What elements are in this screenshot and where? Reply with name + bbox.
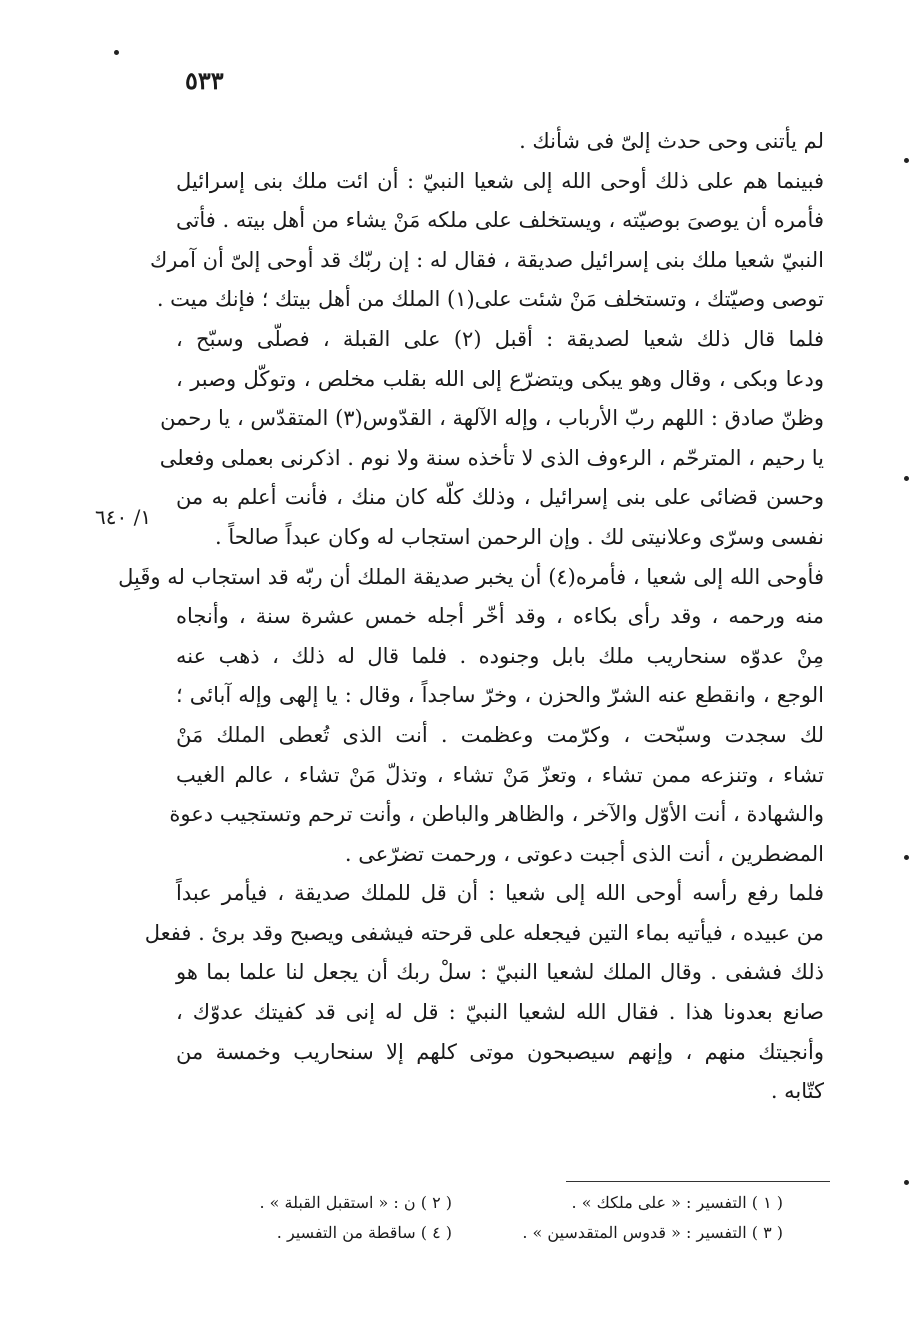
text-line: كتّابه . <box>770 1079 824 1104</box>
footnote-1: ( ١ ) التفسير : « على ملكك » . <box>571 1193 783 1212</box>
text-line: مِنْ عدوّه سنحاريب ملك بابل وجنوده . فلما قال له ذلك ، ذهب عنه <box>176 643 824 668</box>
footnote-4: ( ٤ ) ساقطة من التفسير . <box>276 1223 452 1242</box>
margin-dot <box>904 476 909 481</box>
text-line: الوجع ، وانقطع عنه الشرّ والحزن ، وخرّ ساجداً ، وقال : يا إلهى وإله آبائى ؛ <box>176 683 824 708</box>
text-line: لم يأتنى وحى حدث إلىّ فى شأنك . <box>519 129 824 153</box>
text-line: توصى وصيّتك ، وتستخلف مَنْ شئت على(١) الملك من أهل بيتك ؛ فإنك ميت . <box>156 287 824 312</box>
text-line: النبيّ شعيا ملك بنى إسرائيل صديقة ، فقال له : إن ربّك قد أوحى إلىّ أن آمرك <box>149 247 824 272</box>
footnote-3: ( ٣ ) التفسير : « قدوس المتقدسين » . <box>522 1223 783 1242</box>
text-line: يا رحيم ، المترحّم ، الرءوف الذى لا تأخذه سنة ولا نوم . اذكرنى بعملى وفعلى <box>159 445 824 470</box>
text-line: ودعا وبكى ، وقال وهو يبكى ويتضرّع إلى الله بقلب مخلص ، وتوكّل وصبر ، <box>176 366 824 391</box>
text-line: ذلك فشفى . وقال الملك لشعيا النبيّ : سلْ ربك أن يجعل لنا علما بما هو <box>176 960 824 985</box>
footnote-2: ( ٢ ) ن : « استقبل القبلة » . <box>259 1193 452 1212</box>
text-line: منه ورحمه ، وقد رأى بكاءه ، وقد أخّر أجله خمس عشرة سنة ، وأنجاه <box>176 604 824 629</box>
text-line: نفسى وسرّى وعلانيتى لك . وإن الرحمن استجاب له وكان عبداً صالحاً . <box>215 524 824 549</box>
margin-reference: ١/ ٦٤٠ <box>95 505 152 529</box>
text-line: صانع بعدونا هذا . فقال الله لشعيا النبيّ : قل له إنى قد كفيتك عدوّك ، <box>176 1000 824 1025</box>
page-number: ٥٣٣ <box>185 66 224 95</box>
margin-dot <box>904 158 909 163</box>
text-line: وأنجيتك منهم ، وإنهم سيصبحون موتى كلهم إلا سنحاريب وخمسة من <box>176 1039 824 1064</box>
text-line: فلما قال ذلك شعيا لصديقة : أقبل (٢) على القبلة ، فصلّى وسبّح ، <box>176 326 824 351</box>
text-line: من عبيده ، فيأتيه بماء التين فيجعله على قرحته فيشفى ويصبح وقد برئ . ففعل <box>144 920 824 945</box>
text-line: المضطرين ، أنت الذى أجبت دعوتى ، ورحمت تضرّعى . <box>344 841 824 866</box>
margin-dot <box>904 1180 909 1185</box>
text-line: والشهادة ، أنت الأوّل والآخر ، والظاهر والباطن ، وأنت ترحم وتستجيب دعوة <box>169 802 824 827</box>
text-line: فأمره أن يوصىَ بوصيّته ، ويستخلف على ملكه مَنْ يشاء من أهل بيته . فأتى <box>176 208 824 233</box>
footnote-rule <box>566 1181 830 1182</box>
text-line: وظنّ صادق : اللهم ربّ الأرباب ، وإله الآلهة ، القدّوس(٣) المتقدّس ، يا رحمن <box>160 406 824 431</box>
text-line: فلما رفع رأسه أوحى الله إلى شعيا : أن قل للملك صديقة ، فيأمر عبداً <box>176 881 824 906</box>
text-line: فبينما هم على ذلك أوحى الله إلى شعيا النبيّ : أن ائت ملك بنى إسرائيل <box>176 168 824 193</box>
text-line: فأوحى الله إلى شعيا ، فأمره(٤) أن يخبر صديقة الملك أن ربّه قد استجاب له وقَبِل <box>118 564 824 589</box>
margin-dot <box>904 855 909 860</box>
text-line: وحسن قضائى على بنى إسرائيل ، وذلك كلّه كان منك ، فأنت أعلم به من <box>176 485 824 510</box>
margin-dot <box>114 50 119 55</box>
text-line: لك سجدت وسبّحت ، وكرّمت وعظمت . أنت الذى تُعطى الملك مَنْ <box>176 722 824 747</box>
text-line: تشاء ، وتنزعه ممن تشاء ، وتعزّ مَنْ تشاء ، وتذلّ مَنْ تشاء ، عالم الغيب <box>176 762 824 787</box>
